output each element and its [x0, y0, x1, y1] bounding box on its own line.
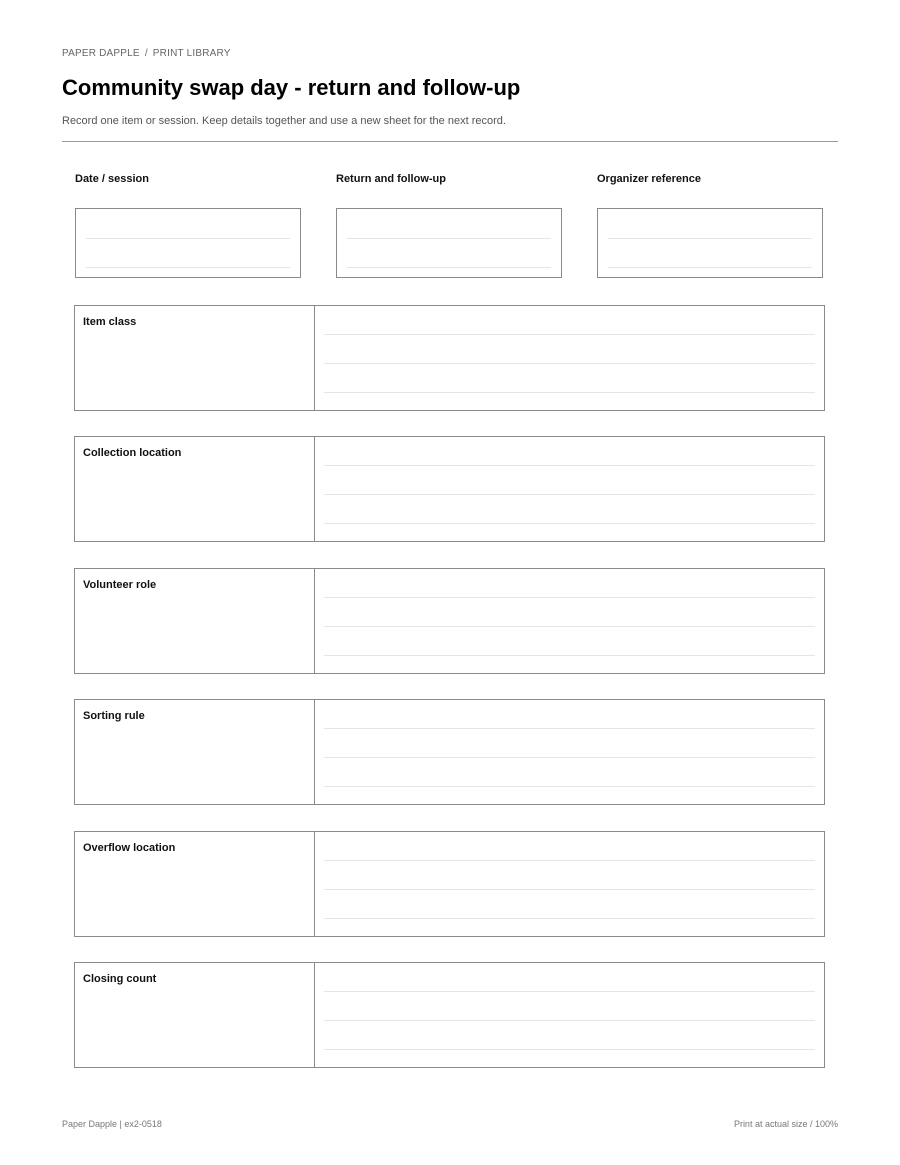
collection-location-field[interactable] [315, 437, 824, 541]
item-class-row [74, 305, 825, 411]
writing-line [324, 757, 815, 758]
breadcrumb-separator: / [144, 48, 148, 59]
writing-line [324, 860, 815, 861]
collection-location-label: Collection location [75, 437, 315, 541]
closing-count-row [74, 962, 825, 1068]
breadcrumb [62, 48, 231, 59]
return-follow-up-field[interactable] [336, 208, 562, 278]
writing-line [324, 363, 815, 364]
item-class-field[interactable] [315, 306, 824, 410]
writing-line [324, 465, 815, 466]
date-session-field[interactable] [75, 208, 301, 278]
sorting-rule-label: Sorting rule [75, 700, 315, 804]
breadcrumb-section[interactable]: PRINT LIBRARY [152, 48, 231, 59]
writing-line [86, 267, 290, 268]
writing-line [324, 494, 815, 495]
page-subtitle: Record one item or session. Keep details together and use a new sheet for the next record. [62, 115, 506, 127]
return-follow-up-label: Return and follow-up [336, 173, 446, 185]
writing-line [608, 238, 812, 239]
overflow-location-field[interactable] [315, 832, 824, 936]
writing-line [324, 523, 815, 524]
writing-line [324, 655, 815, 656]
overflow-location-label: Overflow location [75, 832, 315, 936]
writing-line [324, 918, 815, 919]
writing-line [324, 1049, 815, 1050]
date-session-label: Date / session [75, 173, 149, 185]
footer-source: Paper Dapple | ex2-0518 [62, 1119, 162, 1129]
volunteer-role-row [74, 568, 825, 674]
writing-line [324, 786, 815, 787]
writing-line [324, 889, 815, 890]
footer-print-note: Print at actual size / 100% [733, 1119, 838, 1129]
header-divider [62, 141, 838, 142]
volunteer-role-field[interactable] [315, 569, 824, 673]
writing-line [324, 392, 815, 393]
writing-line [86, 238, 290, 239]
page-title: Community swap day - return and follow-up [62, 75, 521, 100]
organizer-reference-field[interactable] [597, 208, 823, 278]
breadcrumb-site[interactable]: PAPER DAPPLE [62, 48, 140, 59]
writing-line [324, 334, 815, 335]
closing-count-label: Closing count [75, 963, 315, 1067]
item-class-label: Item class [75, 306, 315, 410]
writing-line [324, 991, 815, 992]
writing-line [608, 267, 812, 268]
writing-line [347, 238, 551, 239]
closing-count-field[interactable] [315, 963, 824, 1067]
sorting-rule-row [74, 699, 825, 805]
writing-line [324, 1020, 815, 1021]
volunteer-role-label: Volunteer role [75, 569, 315, 673]
writing-line [324, 728, 815, 729]
writing-line [324, 597, 815, 598]
sorting-rule-field[interactable] [315, 700, 824, 804]
overflow-location-row [74, 831, 825, 937]
collection-location-row [74, 436, 825, 542]
organizer-reference-label: Organizer reference [597, 173, 701, 185]
writing-line [347, 267, 551, 268]
writing-line [324, 626, 815, 627]
